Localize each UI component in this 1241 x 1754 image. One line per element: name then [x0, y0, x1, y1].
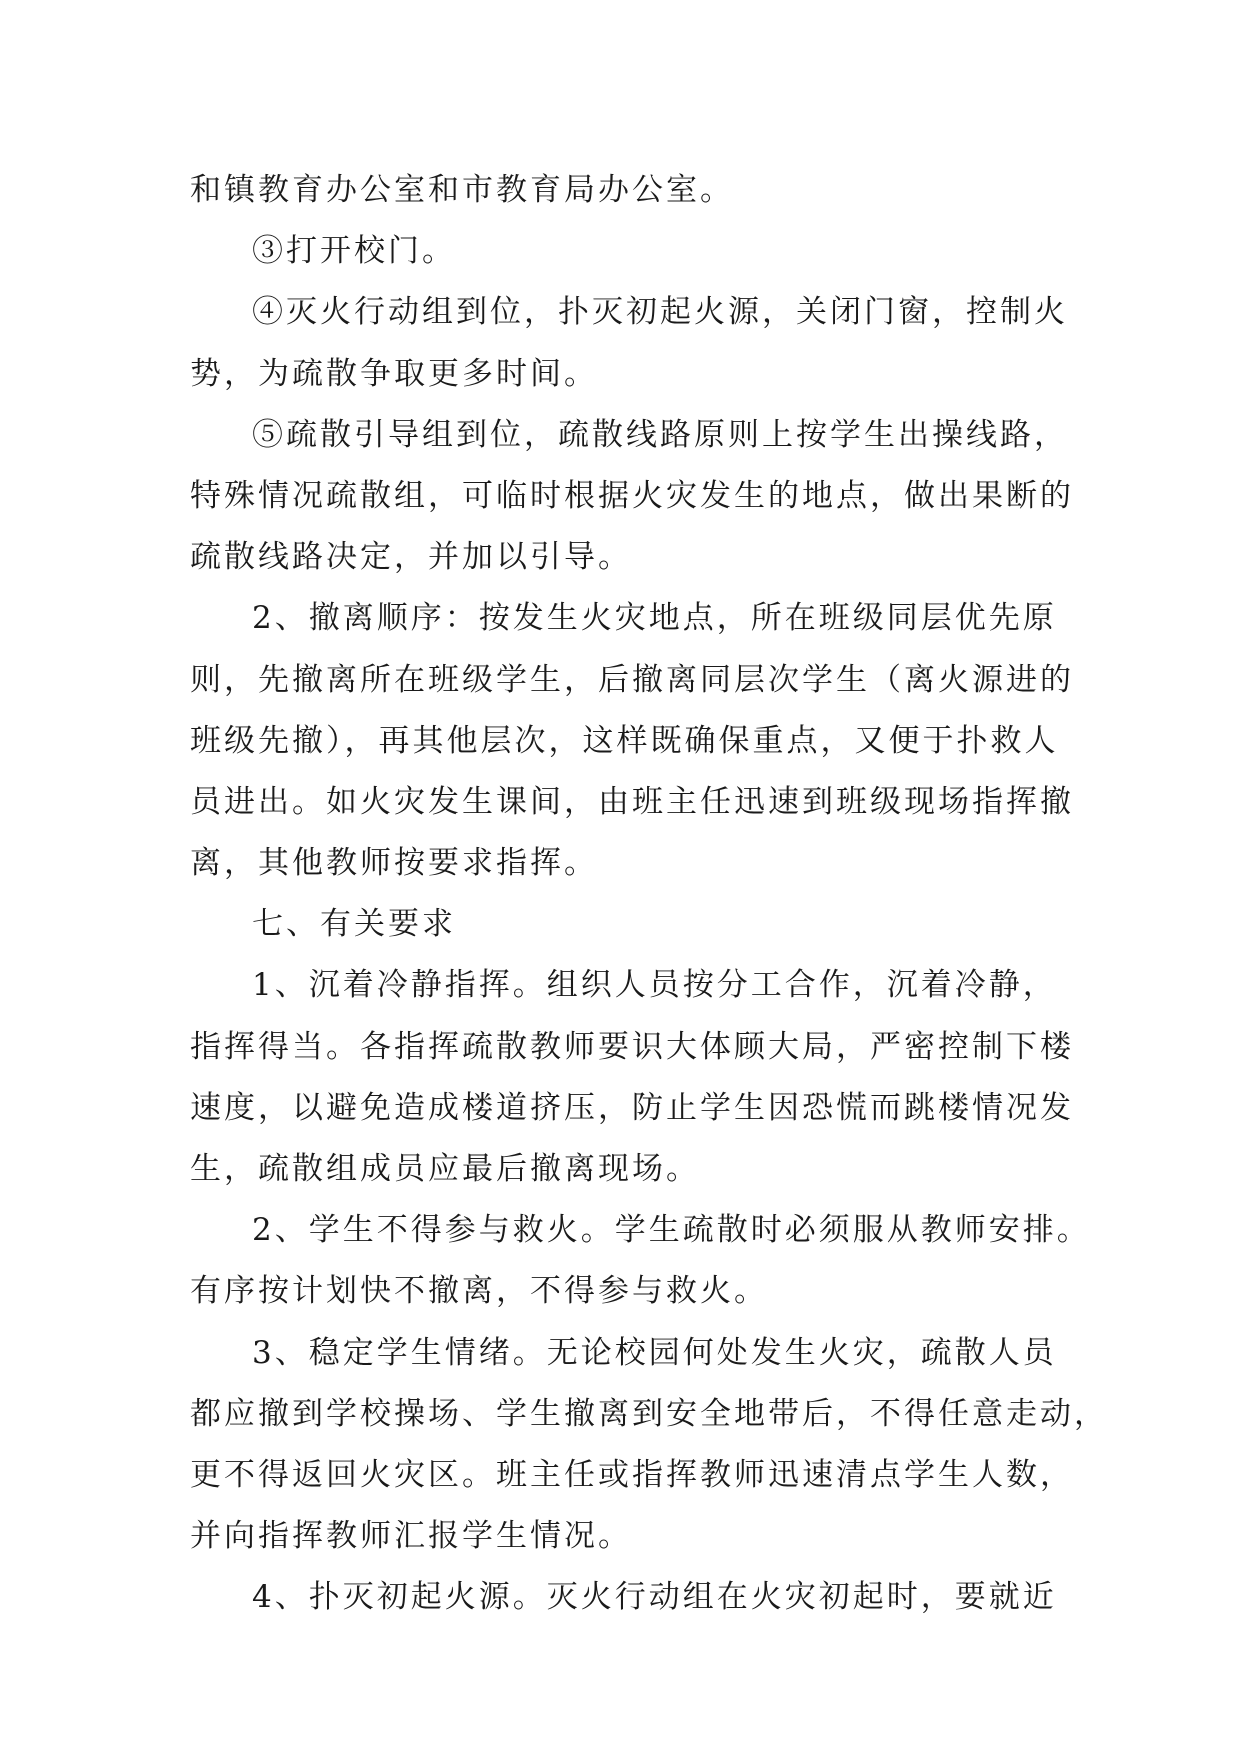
- text-line-item-3: ③打开校门。: [252, 233, 456, 270]
- text-line: 班级先撤），再其他层次，这样既确保重点，又便于扑救人: [190, 722, 1059, 759]
- text-line: 疏散线路决定，并加以引导。: [190, 539, 632, 576]
- text-line: 员进出。如火灾发生课间，由班主任迅速到班级现场指挥撤: [190, 783, 1074, 820]
- text-line: 更不得返回火灾区。班主任或指挥教师迅速清点学生人数，: [190, 1456, 1074, 1493]
- text-line: 则，先撤离所在班级学生，后撤离同层次学生（离火源进的: [190, 661, 1074, 698]
- text-line-section-2: 2、撤离顺序：按发生火灾地点，所在班级同层优先原: [252, 600, 1057, 637]
- text-line: 并向指挥教师汇报学生情况。: [190, 1518, 632, 1555]
- text-line-item-4: ④灭火行动组到位，扑灭初起火源，关闭门窗，控制火: [252, 294, 1068, 331]
- text-line: 都应撤到学校操场、学生撤离到安全地带后，不得任意走动，: [190, 1395, 1108, 1432]
- text-line-requirement-1: 1、沉着冷静指挥。组织人员按分工合作，沉着冷静，: [252, 967, 1057, 1004]
- text-line: 势，为疏散争取更多时间。: [190, 355, 598, 392]
- text-line-requirement-2: 2、学生不得参与救火。学生疏散时必须服从教师安排。: [252, 1212, 1091, 1249]
- text-line-requirement-4: 4、扑灭初起火源。灭火行动组在火灾初起时，要就近: [252, 1579, 1057, 1616]
- text-line: 生，疏散组成员应最后撤离现场。: [190, 1151, 700, 1187]
- text-line: 特殊情况疏散组，可临时根据火灾发生的地点，做出果断的: [190, 477, 1074, 514]
- text-line: 指挥得当。各指挥疏散教师要识大体顾大局，严密控制下楼: [190, 1028, 1074, 1065]
- text-line: 离，其他教师按要求指挥。: [190, 845, 598, 882]
- text-line-requirement-3: 3、稳定学生情绪。无论校园何处发生火灾，疏散人员: [252, 1334, 1057, 1371]
- text-line-continuation: 和镇教育办公室和市教育局办公室。: [190, 172, 734, 208]
- text-line: 有序按计划快不撤离，不得参与救火。: [190, 1273, 768, 1310]
- text-line: 速度，以避免造成楼道挤压，防止学生因恐慌而跳楼情况发: [190, 1089, 1074, 1126]
- section-heading: 七、有关要求: [252, 906, 456, 943]
- text-line-item-5: ⑤疏散引导组到位，疏散线路原则上按学生出操线路，: [252, 416, 1068, 453]
- document-body: [190, 160, 1108, 1629]
